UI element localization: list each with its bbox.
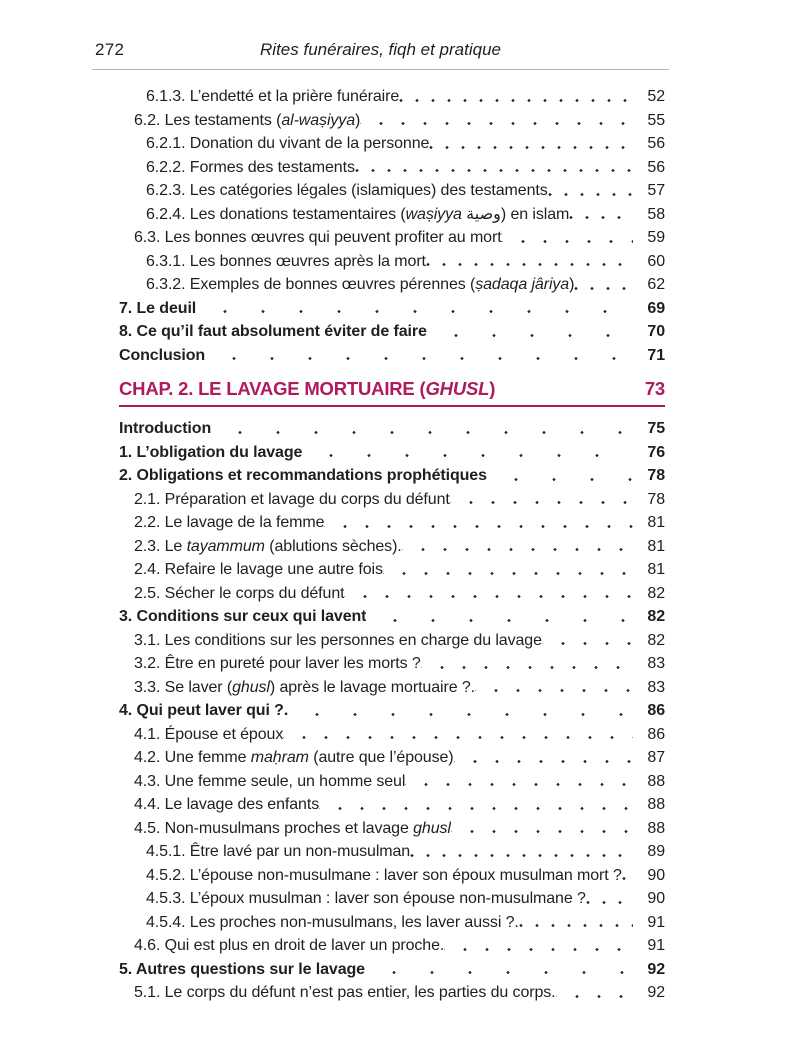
toc-entry-page: 57 (647, 182, 665, 199)
toc-entry-page: 81 (647, 537, 665, 555)
toc-entry-page: 70 (647, 323, 665, 340)
toc-entry (119, 817, 665, 841)
dot-leader (366, 605, 633, 629)
toc-entry (119, 417, 665, 441)
toc-entry-label: 3.3. Se laver (ghusl) après le lavage mortuaire ?. (134, 678, 475, 696)
dot-leader (454, 746, 633, 770)
toc-entry-page: 92 (647, 960, 665, 978)
dot-leader (399, 85, 633, 109)
toc-entry-page: 90 (647, 890, 665, 907)
toc-entry-label: 7. Le deuil (119, 299, 197, 317)
toc-entry (119, 273, 665, 297)
toc-entry-label: 2.5. Sécher le corps du défunt (134, 584, 345, 602)
toc-entry (119, 297, 665, 321)
toc-entry (119, 250, 665, 274)
toc-entry-page: 87 (647, 749, 665, 766)
toc-entry-label: 3.1. Les conditions sur les personnes en charge du lavage (134, 631, 542, 649)
toc-entry-page: 88 (647, 772, 665, 790)
toc-entry-page: 83 (647, 678, 665, 696)
toc-entry-page: 86 (647, 725, 665, 743)
toc-entry (119, 511, 665, 535)
toc-entry-label: 4.5.3. L’époux musulman : laver son épouse non-musulmane ? (146, 890, 586, 907)
toc-entry-label: 2.4. Refaire le lavage une autre fois (134, 561, 383, 578)
toc-entry-page: 91 (647, 913, 665, 931)
toc-entry-label: 5.1. Le corps du défunt n’est pas entier, les parties du corps. (134, 984, 556, 1001)
dot-leader (450, 488, 633, 512)
toc-entry-page: 60 (647, 252, 665, 270)
toc-entry (119, 840, 665, 864)
chapter-heading (119, 377, 665, 407)
toc-entry (119, 558, 665, 582)
toc-entry-label: 1. L’obligation du lavage (119, 443, 303, 461)
toc-entry-page: 90 (647, 866, 665, 884)
dot-leader (519, 911, 633, 935)
toc-entry-label: 6.2.4. Les donations testamentaires (waṣiyya وصية) en islam (146, 205, 570, 223)
dot-leader (324, 511, 633, 535)
toc-entry-page: 71 (647, 346, 665, 364)
dot-leader (421, 652, 633, 676)
dot-leader (211, 417, 633, 441)
dot-leader (427, 320, 633, 344)
dot-leader (475, 676, 633, 700)
toc-entry-label: 4.5.2. L’épouse non-musulmane : laver son époux musulman mort ? (146, 866, 622, 884)
book-page (0, 40, 791, 1005)
dot-leader (548, 179, 633, 203)
dot-leader (355, 156, 633, 180)
toc-entry (119, 699, 665, 723)
toc-entry-page: 75 (647, 420, 665, 437)
dot-leader (319, 793, 633, 817)
chapter-heading-page: 73 (644, 378, 665, 399)
toc-entry-page: 82 (647, 608, 665, 625)
toc-entry (119, 85, 665, 109)
toc-entry (119, 864, 665, 888)
toc-entry-label: 2. Obligations et recommandations prophétiques (119, 467, 487, 484)
dot-leader (405, 770, 633, 794)
toc-entry (119, 629, 665, 653)
toc-entry (119, 464, 665, 488)
dot-leader (444, 934, 633, 958)
dot-leader (344, 582, 633, 606)
toc-entry (119, 981, 665, 1005)
toc-entry (119, 156, 665, 180)
toc-entry-label: 6.2.2. Formes des testaments (146, 158, 355, 176)
dot-leader (196, 297, 633, 321)
toc-entry (119, 723, 665, 747)
toc-entry (119, 934, 665, 958)
toc-entry-page: 91 (647, 937, 665, 954)
dot-leader (360, 109, 633, 133)
toc-entry (119, 344, 665, 368)
toc-entry (119, 203, 665, 227)
toc-entry (119, 770, 665, 794)
dot-leader (502, 226, 633, 250)
toc-entry-page: 88 (647, 819, 665, 837)
table-of-contents (119, 85, 665, 1005)
toc-entry (119, 488, 665, 512)
toc-entry (119, 441, 665, 465)
toc-entry-label: 6.2. Les testaments (al-waṣiyya) (134, 111, 361, 129)
toc-entry-label: 3. Conditions sur ceux qui lavent (119, 608, 367, 625)
running-title: Rites funéraires, fiqh et pratique (260, 40, 501, 59)
dot-leader (402, 535, 633, 559)
toc-entry-page: 56 (647, 158, 665, 176)
toc-entry-page: 92 (647, 984, 665, 1001)
toc-entry-page: 76 (647, 443, 665, 461)
toc-entry-label: Conclusion (119, 346, 206, 364)
toc-entry (119, 535, 665, 559)
toc-entry (119, 132, 665, 156)
toc-entry-label: 3.2. Être en pureté pour laver les morts ? (134, 655, 421, 672)
toc-entry-page: 69 (647, 299, 665, 317)
toc-entry-label: 4.4. Le lavage des enfants (134, 796, 320, 813)
toc-entry-label: 4.6. Qui est plus en droit de laver un proche. (134, 937, 445, 954)
dot-leader (574, 273, 633, 297)
toc-entry-page: 89 (647, 843, 665, 860)
toc-entry-page: 62 (647, 276, 665, 293)
toc-entry (119, 793, 665, 817)
dot-leader (429, 132, 633, 156)
toc-entry-page: 78 (647, 490, 665, 508)
toc-entry-label: 4.5.1. Être lavé par un non-musulman (146, 843, 411, 860)
toc-entry-label: Introduction (119, 420, 212, 437)
toc-entry-label: 4.3. Une femme seule, un homme seul (134, 772, 406, 790)
toc-entry-label: 2.2. Le lavage de la femme (134, 514, 325, 531)
toc-entry-label: 2.1. Préparation et lavage du corps du défunt (134, 490, 450, 508)
page-header (92, 40, 669, 70)
toc-entry-label: 4. Qui peut laver qui ?. (119, 702, 289, 719)
dot-leader (283, 723, 633, 747)
toc-entry-label: 4.2. Une femme maḥram (autre que l’épouse) (134, 749, 454, 766)
dot-leader (302, 441, 633, 465)
toc-entry-page: 55 (647, 111, 665, 129)
toc-entry-page: 82 (647, 631, 665, 649)
toc-entry (119, 887, 665, 911)
toc-entry (119, 109, 665, 133)
toc-entry-label: 6.3. Les bonnes œuvres qui peuvent profiter au mort (134, 229, 502, 246)
dot-leader (622, 864, 633, 888)
dot-leader (451, 817, 633, 841)
toc-entry-label: 6.3.2. Exemples de bonnes œuvres pérennes (ṣadaqa jâriya) (146, 276, 575, 293)
toc-entry (119, 911, 665, 935)
dot-leader (586, 887, 633, 911)
toc-entry-label: 5. Autres questions sur le lavage (119, 960, 365, 978)
dot-leader (569, 203, 633, 227)
toc-entry (119, 179, 665, 203)
toc-entry-label: 6.2.1. Donation du vivant de la personne (146, 135, 430, 152)
dot-leader (288, 699, 633, 723)
toc-entry (119, 320, 665, 344)
toc-entry-page: 83 (647, 655, 665, 672)
toc-entry-label: 6.1.3. L’endetté et la prière funéraire (146, 88, 400, 105)
toc-entry-page: 58 (647, 205, 665, 223)
toc-entry-page: 81 (647, 514, 665, 531)
toc-entry (119, 605, 665, 629)
dot-leader (365, 958, 633, 982)
toc-entry-label: 4.5. Non-musulmans proches et lavage ghusl (134, 819, 451, 837)
toc-entry-page: 88 (647, 796, 665, 813)
toc-entry-label: 2.3. Le tayammum (ablutions sèches). (134, 537, 402, 555)
dot-leader (487, 464, 633, 488)
dot-leader (383, 558, 633, 582)
toc-entry (119, 746, 665, 770)
toc-entry (119, 582, 665, 606)
toc-entry-page: 78 (647, 467, 665, 484)
dot-leader (205, 344, 633, 368)
toc-entry-label: 4.1. Épouse et époux (134, 725, 284, 743)
toc-entry-label: 6.3.1. Les bonnes œuvres après la mort (146, 252, 426, 270)
page-number: 272 (95, 40, 125, 59)
toc-entry (119, 226, 665, 250)
toc-entry-label: 4.5.4. Les proches non-musulmans, les laver aussi ?. (146, 913, 519, 931)
toc-entry-page: 56 (647, 135, 665, 152)
toc-entry-page: 82 (647, 584, 665, 602)
toc-entry-label: 8. Ce qu’il faut absolument éviter de faire (119, 323, 427, 340)
toc-entry-page: 86 (647, 702, 665, 719)
dot-leader (410, 840, 633, 864)
chapter-heading-label: CHAP. 2. LE LAVAGE MORTUAIRE (GHUSL) (119, 378, 496, 399)
toc-entry (119, 958, 665, 982)
dot-leader (426, 250, 633, 274)
toc-entry-label: 6.2.3. Les catégories légales (islamiques) des testaments (146, 182, 548, 199)
toc-entry (119, 652, 665, 676)
toc-entry-page: 59 (647, 229, 665, 246)
toc-entry-page: 52 (647, 88, 665, 105)
toc-entry-page: 81 (647, 561, 665, 578)
dot-leader (556, 981, 633, 1005)
toc-entry (119, 676, 665, 700)
dot-leader (542, 629, 633, 653)
